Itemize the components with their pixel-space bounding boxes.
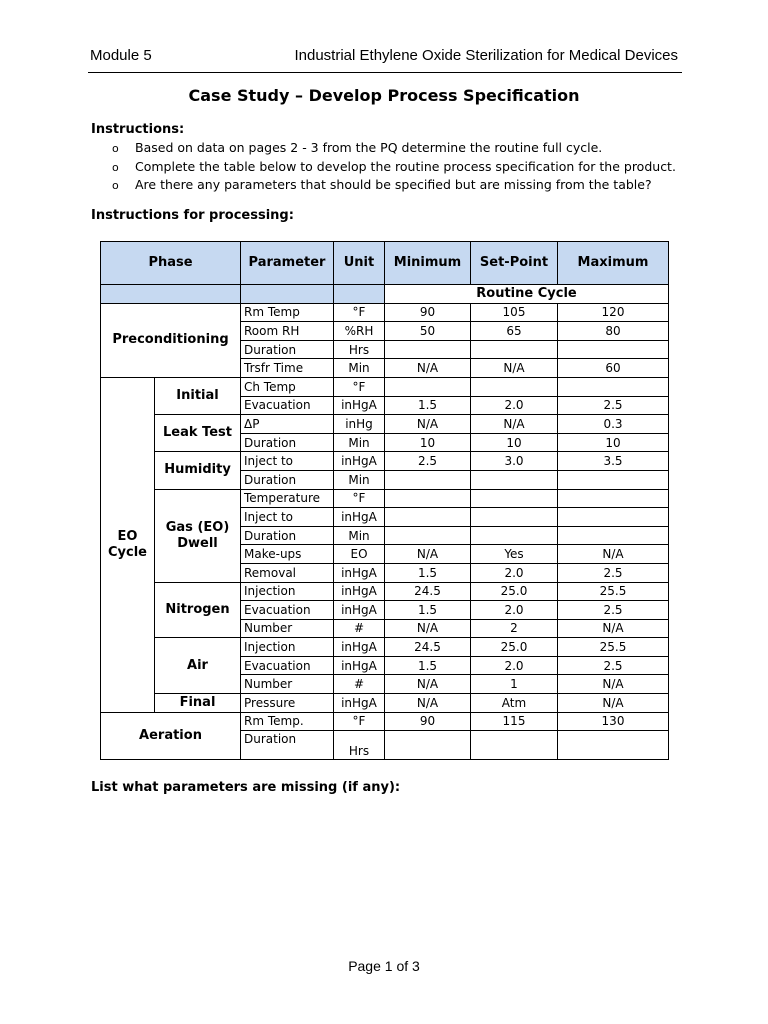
header-phase: Phase (101, 242, 241, 285)
table-row: Duration Min (101, 526, 669, 545)
table-row: Duration Hrs (101, 340, 669, 359)
subphase-final: Final (155, 694, 241, 713)
phase-eo-cycle: EO Cycle (101, 377, 155, 712)
instruction-item: o Complete the table below to develop the routine process specification for the product. (112, 158, 676, 177)
table-row: Final Pressure inHgA N/A Atm N/A (101, 694, 669, 713)
table-row: Evacuation inHgA 1.5 2.0 2.5 (101, 396, 669, 415)
table-row: Gas (EO) Dwell Temperature °F (101, 489, 669, 508)
table-row: Duration Min 10 10 10 (101, 433, 669, 452)
table-row: Leak Test ΔP inHg N/A N/A 0.3 (101, 415, 669, 434)
bullet-icon: o (112, 160, 119, 174)
header-module: Module 5 (90, 47, 152, 64)
header-unit: Unit (334, 242, 385, 285)
subphase-gas-dwell: Gas (EO) Dwell (155, 489, 241, 582)
table-row: Evacuation inHgA 1.5 2.0 2.5 (101, 656, 669, 675)
table-row: Number # N/A 2 N/A (101, 619, 669, 638)
header-rule (88, 72, 682, 73)
table-row: Trsfr Time Min N/A N/A 60 (101, 359, 669, 378)
bullet-icon: o (112, 179, 119, 192)
missing-parameters-heading: List what parameters are missing (if any): (91, 780, 401, 795)
processing-heading: Instructions for processing: (91, 208, 294, 223)
table-row: Aeration Rm Temp. °F 90 115 130 (101, 712, 669, 731)
table-row: EO Cycle Initial Ch Temp °F (101, 377, 669, 396)
table-row: Make-ups EO N/A Yes N/A (101, 545, 669, 564)
routine-cycle-row (101, 285, 669, 304)
table-row: Preconditioning Rm Temp °F 90 105 120 (101, 303, 669, 322)
page-title: Case Study – Develop Process Specification (188, 86, 580, 105)
table-row: Removal inHgA 1.5 2.0 2.5 (101, 563, 669, 582)
header-setpoint: Set-Point (471, 242, 558, 285)
subphase-nitrogen: Nitrogen (155, 582, 241, 638)
phase-aeration: Aeration (101, 712, 241, 760)
process-spec-table (100, 241, 669, 760)
subphase-air: Air (155, 638, 241, 694)
header-parameter: Parameter (241, 242, 334, 285)
phase-preconditioning: Preconditioning (101, 303, 241, 377)
instructions-list (112, 139, 676, 195)
subphase-humidity: Humidity (155, 452, 241, 489)
page-number: Page 1 of 3 (348, 958, 420, 974)
subphase-initial: Initial (155, 377, 241, 414)
instructions-heading: Instructions: (91, 122, 185, 137)
table-row: Number # N/A 1 N/A (101, 675, 669, 694)
table-row: Duration Min (101, 470, 669, 489)
table-row: Room RH %RH 50 65 80 (101, 322, 669, 341)
header-maximum: Maximum (558, 242, 669, 285)
instruction-item: o Are there any parameters that should be specified but are missing from the table? (112, 176, 676, 195)
table-row: Humidity Inject to inHgA 2.5 3.0 3.5 (101, 452, 669, 471)
table-header-row (101, 242, 669, 285)
table-row: Air Injection inHgA 24.5 25.0 25.5 (101, 638, 669, 657)
table-row: Nitrogen Injection inHgA 24.5 25.0 25.5 (101, 582, 669, 601)
subphase-leak-test: Leak Test (155, 415, 241, 452)
table-row: Evacuation inHgA 1.5 2.0 2.5 (101, 601, 669, 620)
header-course-title: Industrial Ethylene Oxide Sterilization for Medical Devices (294, 47, 678, 64)
bullet-icon: o (112, 142, 119, 155)
table-row: Inject to inHgA (101, 508, 669, 527)
table-row: Duration Hrs (101, 731, 669, 760)
header-minimum: Minimum (385, 242, 471, 285)
instruction-item: o Based on data on pages 2 - 3 from the PQ determine the routine full cycle. (112, 139, 676, 158)
routine-cycle-label: Routine Cycle (385, 285, 669, 304)
